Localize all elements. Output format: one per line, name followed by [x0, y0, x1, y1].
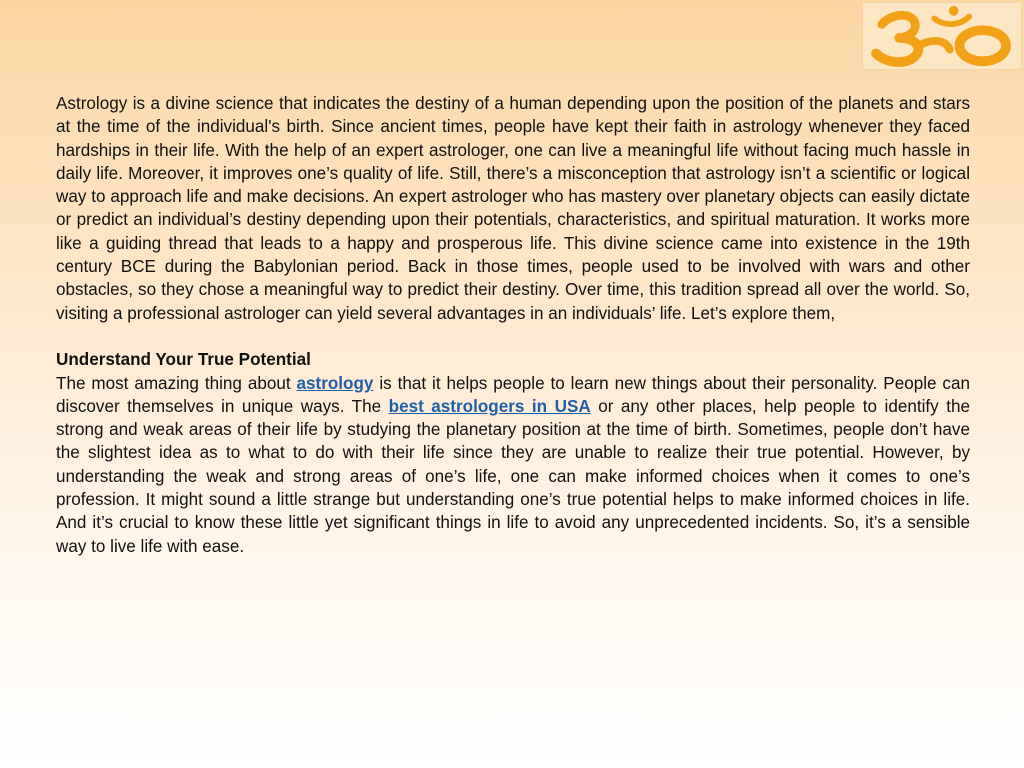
section-paragraph: [56, 372, 970, 558]
article-content: [56, 92, 970, 558]
section-heading: Understand Your True Potential: [56, 350, 311, 370]
section-text-part2: is that it helps people to learn new things about their personality. People can discover themselves in unique ways. The: [56, 373, 970, 416]
section-text-part3: or any other places, help people to identify the strong and weak areas of their life by studying the planetary position at the time of birth. Sometimes, people don’t have the slightest idea as to what to do with their life since they are unable to realize their true potential. However, by understanding the weak and strong areas of one’s life, one can make informed choices when it comes to one’s profession. It might sound a little strange but understanding one’s true potential helps to make informed choices in life. And it’s crucial to know these little yet significant things in life to avoid any unprecedented incidents. So, it’s a sensible way to live life with ease.: [56, 396, 970, 556]
best-astrologers-usa-link[interactable]: best astrologers in USA: [388, 396, 591, 416]
section-text-part1: The most amazing thing about: [56, 373, 297, 393]
om-symbol-icon: [863, 3, 1021, 69]
om-logo: [862, 2, 1022, 70]
astrology-link[interactable]: astrology: [296, 373, 374, 393]
intro-paragraph: Astrology is a divine science that indicates the destiny of a human depending upon the position of the planets and stars at the time of the individual's birth. Since ancient times, people have kept their faith in astrology whenever they faced hardships in their life. With the help of an expert astrologer, one can live a meaningful life without facing much hassle in daily life. Moreover, it improves one’s quality of life. Still, there’s a misconception that astrology isn’t a scientific or logical way to approach life and make decisions. An expert astrologer who has mastery over planetary objects can easily dictate or predict an individual’s destiny depending upon their potentials, characteristics, and spiritual maturation. It works more like a guiding thread that leads to a happy and prosperous life. This divine science came into existence in the 19th century BCE during the Babylonian period. Back in those times, people used to be involved with wars and other obstacles, so they chose a meaningful way to predict their destiny. Over time, this tradition spread all over the world. So, visiting a professional astrologer can yield several advantages in an individuals’ life. Let’s explore them,: [56, 94, 970, 323]
